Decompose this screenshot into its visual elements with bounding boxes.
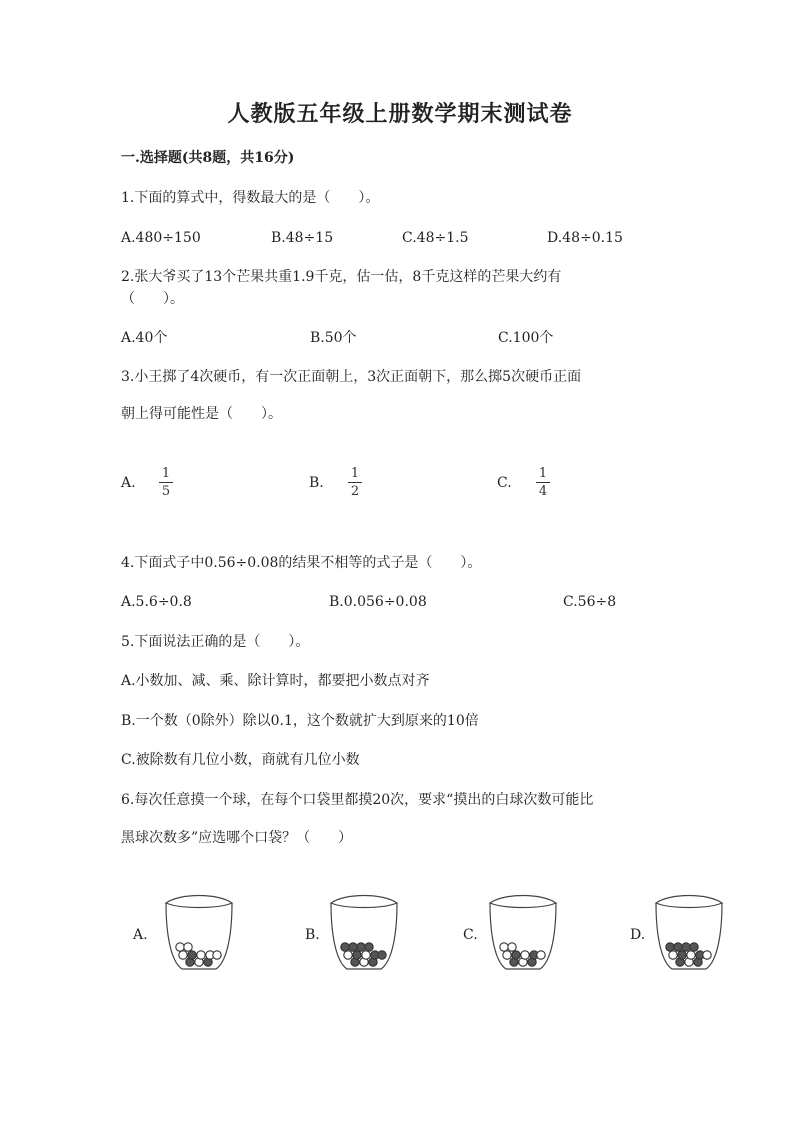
white-ball xyxy=(503,951,511,959)
white-ball xyxy=(362,951,370,959)
question-6-stem-line1: 6.每次任意摸一个球，在每个口袋里都摸20次，要求“摸出的白球次数可能比 xyxy=(121,792,594,808)
black-ball xyxy=(666,943,674,951)
question-3-option-a-label: A. xyxy=(121,475,136,491)
white-ball xyxy=(213,951,221,959)
page-title: 人教版五年级上册数学期末测试卷 xyxy=(227,101,573,127)
fraction-numerator: 1 xyxy=(161,466,171,481)
black-ball xyxy=(349,943,357,951)
white-ball xyxy=(197,951,205,959)
question-2-stem-line2: （ ）。 xyxy=(121,291,184,307)
black-ball xyxy=(682,943,690,951)
question-3-option-b-label: B. xyxy=(309,475,324,491)
question-2-stem-line1: 2.张大爷买了13个芒果共重1.9千克，估一估，8千克这样的芒果大约有 xyxy=(121,269,562,285)
bag-svg xyxy=(160,891,238,971)
bag-rim xyxy=(331,896,397,908)
bag-rim xyxy=(490,896,556,908)
question-3-stem-line2: 朝上得可能性是（ ）。 xyxy=(121,406,282,422)
fraction-numerator: 1 xyxy=(538,466,548,481)
question-6-option-b-label: B. xyxy=(305,927,320,943)
white-ball xyxy=(669,951,677,959)
question-5-stem: 5.下面说法正确的是（ ）。 xyxy=(121,634,310,650)
white-ball xyxy=(687,951,695,959)
fraction-denominator: 4 xyxy=(538,484,548,499)
fraction-numerator: 1 xyxy=(350,466,360,481)
bag-a-picture xyxy=(160,891,238,971)
fraction-denominator: 2 xyxy=(350,484,360,499)
white-ball xyxy=(703,951,711,959)
question-1-stem: 1.下面的算式中，得数最大的是（ ）。 xyxy=(121,190,380,206)
white-ball xyxy=(184,943,192,951)
white-ball xyxy=(537,951,545,959)
question-2-option-b: B.50个 xyxy=(310,330,357,346)
question-1-option-b: B.48÷15 xyxy=(271,230,334,246)
question-2-option-c: C.100个 xyxy=(498,330,554,346)
question-5-option-c: C.被除数有几位小数，商就有几位小数 xyxy=(121,752,360,768)
question-5-option-b: B.一个数（0除外）除以0.1，这个数就扩大到原来的10倍 xyxy=(121,713,479,729)
black-ball xyxy=(674,943,682,951)
question-6-option-a-label: A. xyxy=(133,927,148,943)
black-ball xyxy=(357,943,365,951)
question-3-stem-line1: 3.小王掷了4次硬币，有一次正面朝上，3次正面朝下，那么掷5次硬币正面 xyxy=(121,369,582,385)
question-4-option-a: A.5.6÷0.8 xyxy=(121,594,192,610)
black-ball xyxy=(378,951,386,959)
question-5-option-a: A.小数加、减、乘、除计算时，都要把小数点对齐 xyxy=(121,673,430,689)
question-2-option-a: A.40个 xyxy=(121,330,168,346)
question-4-option-c: C.56÷8 xyxy=(563,594,617,610)
white-ball xyxy=(521,951,529,959)
bag-rim xyxy=(166,896,232,908)
black-ball xyxy=(341,943,349,951)
white-ball xyxy=(176,943,184,951)
black-ball xyxy=(690,943,698,951)
bag-svg xyxy=(325,891,403,971)
question-6-stem-line2: 黑球次数多”应选哪个口袋？（ ） xyxy=(121,830,353,846)
black-ball xyxy=(678,951,686,959)
question-4-stem: 4.下面式子中0.56÷0.08的结果不相等的式子是（ ）。 xyxy=(121,555,482,571)
bag-svg xyxy=(484,891,562,971)
question-3-option-a-fraction xyxy=(158,467,174,499)
question-1-option-a: A.480÷150 xyxy=(121,230,201,246)
white-ball xyxy=(500,943,508,951)
question-3-option-b-fraction xyxy=(347,467,363,499)
fraction-denominator: 5 xyxy=(161,484,171,499)
question-1-option-d: D.48÷0.15 xyxy=(547,230,623,246)
bag-d-picture xyxy=(650,891,728,971)
question-3-option-c-fraction xyxy=(535,467,551,499)
question-6-option-c-label: C. xyxy=(463,927,478,943)
question-6-option-d-label: D. xyxy=(630,927,646,943)
bag-b-picture xyxy=(325,891,403,971)
white-ball xyxy=(344,951,352,959)
black-ball xyxy=(353,951,361,959)
fraction-bar xyxy=(348,482,362,483)
white-ball xyxy=(508,943,516,951)
section-heading: 一.选择题(共8题，共16分) xyxy=(121,150,295,166)
white-ball xyxy=(179,951,187,959)
black-ball xyxy=(512,951,520,959)
question-4-option-b: B.0.056÷0.08 xyxy=(329,594,427,610)
bag-c-picture xyxy=(484,891,562,971)
question-3-option-c-label: C. xyxy=(497,475,512,491)
fraction-bar xyxy=(159,482,173,483)
black-ball xyxy=(188,951,196,959)
question-1-option-c: C.48÷1.5 xyxy=(402,230,469,246)
fraction-bar xyxy=(536,482,550,483)
black-ball xyxy=(365,943,373,951)
bag-rim xyxy=(656,896,722,908)
bag-svg xyxy=(650,891,728,971)
